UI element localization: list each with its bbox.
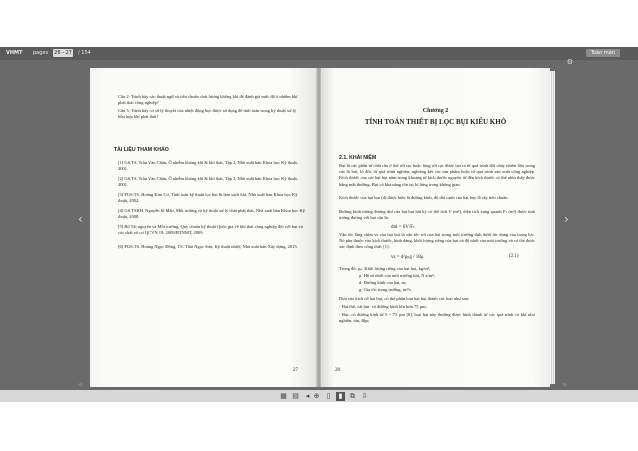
download-icon[interactable]: ⇩ [361,391,368,400]
question-2: Câu 2: Trình bày các thuật ngữ và tiêu chuẩn chất lượng không khí để đánh giá mức độ ô nhiễm khí phát thải công nghiệp? [118,94,298,106]
bottom-toolbar [0,390,638,402]
zoom-in-icon[interactable]: ⊕ [313,391,320,400]
left-page-number: 27 [293,368,298,373]
paragraph: Bụi là các phần tử chất rắn ở thể rời rạc hoặc lòng rời rạc được tạo ra từ quá trình đốt cháy nhiên liệu trong các lò hơi, lò đốt, từ quá trình nghiền, nghiêng kết các sản phẩm hoặc từ quá trình sản xuất công nghiệp. Kích thước của các hạt bụi nằm trong khoảng từ kích thước nguyên tử đến kích thước có thể nhìn thấy được bằng mắt thường. Bụi có khả năng tồn tại lơ lửng trong không gian. [339,163,535,187]
brand-logo[interactable]: VHMT [6,50,23,56]
definition-line: μ: Hệ số nhớt của môi trường khí, N.s/m²; [359,273,435,278]
reference-item: [6] PGS.TS. Hoàng Ngọc Đồng, TS. Thái Ngọc Sơn, Kỹ thuật nhiệt, Nhà xuất bản Xây dựng, 2015. [118,244,298,249]
page-edges [550,71,555,384]
double-page-icon[interactable]: ▮ [336,392,345,401]
left-page [90,68,317,387]
fit-screen-icon[interactable]: ⧉ [350,391,355,400]
paragraph: Vận tốc lắng chìm vs của hạt bụi là vận tốc rơi của hạt trong môi trường tĩnh dưới tác dụng của trọng lực. Nó phụ thuộc vào kích thước, hình dáng, khối lượng riêng của hạt và độ nhớt của môi trường và có thể được xác định theo công thức [1]: [339,232,535,250]
viewer-stage [0,60,638,390]
formula-dtd: dtd = 6V/Fₛ [391,225,415,230]
references-title: TÀI LIỆU THAM KHẢO [114,147,169,153]
list-item: - Bụi: có đường kính từ 5 ÷ 75 μm [6], loại hạt này thường được hình thành từ các quá trình cơ khí như nghiền, tán, đập; [339,312,535,324]
grid-view-icon[interactable]: ▦ [280,391,287,400]
top-toolbar [0,47,638,60]
pages-label: pages [33,50,49,56]
chapter-title: TÍNH TOÁN THIẾT BỊ LỌC BỤI KIỂU KHÔ [364,118,507,126]
paragraph: Đường kính tương đương dtd của hạt bụi bất kỳ có thể tích V (m³), diện tích xung quanh Fₛ (m²) được tính tương đương với hạt cầu là: [339,209,535,221]
reference-item: [1] GS.TS. Trần Văn Chấn, Ô nhiễm không khí & khí thải, Tập 2, Nhà xuất bản Khoa học Kỹ thuật, 2001. [118,160,298,172]
definition-line: d: Đường kính của hạt, m; [359,280,407,285]
right-page-number: 28 [335,368,340,373]
flipbook [90,68,550,387]
reference-item: [2] GS.TS. Trần Văn Chấn, Ô nhiễm không khí & khí thải, Tập 3, Nhà xuất bản Khoa học Kỹ thuật, 2001. [118,176,298,188]
section-heading: 2.1. KHÁI NIỆM [339,155,377,161]
thumbnails-icon[interactable]: ▤ [292,391,299,400]
chapter-number: Chương 2 [422,108,449,114]
definition-line: Trong đó: ρₚ: Khối lượng riêng của hạt bụi, kg/m³; [339,266,431,271]
paragraph: Kích thước của hạt bụi (d) được hiểu là đường kính, độ dài cạnh của hạt hay lỗ rây tiêu chuẩn. [339,195,509,200]
right-page [321,68,550,387]
formula-number: (2.1) [509,254,519,259]
formula-vs: vs = d²ρₚg / 18μ [391,255,424,260]
first-page-icon[interactable]: « [78,380,84,390]
next-page-arrow-icon[interactable]: › [564,212,569,226]
paragraph: Dựa vào kích cỡ hạt bụi, có thể phân loại hạt bụi thành các loại như sau: [339,296,470,301]
fullscreen-button[interactable]: Toàn màn [586,49,620,57]
total-pages: / 154 [78,50,91,56]
reference-item: [3] PGS.TS. Hoàng Kim Cơ, Tính toán kỹ thuật lọc bụi & làm sạch khí, Nhà xuất bản Khoa học Kỹ thuật, 2002. [118,192,298,204]
share-icon[interactable]: ⚙ [566,58,573,66]
page-number-input[interactable]: 26 - 27 [54,50,72,56]
single-page-icon[interactable]: ▯ [326,391,331,400]
definition-line: g: Gia tốc trọng trường, m²/s. [359,287,412,292]
last-page-icon[interactable]: » [562,380,568,390]
reference-item: [5] Bộ Tài nguyên và Môi trường, Quy chuẩn kỹ thuật Quốc gia về khí thải công nghiệp đối với bụi và các chất vô cơ QCVN 19: 2009/BTNMT, 2009. [118,224,303,236]
reference-item: [4] GS.TSKH. Nguyễn Sĩ Mão, Môi trường và kỹ thuật xử lý chất phát thải, Nhà xuất bản Khoa học Kỹ thuật, 2008. [118,208,305,220]
prev-page-arrow-icon[interactable]: ‹ [78,212,83,226]
zoom-out-icon[interactable]: ◂ [305,391,310,400]
question-3: Câu 3: Trình bày cơ sở lý thuyết của nhiệt động học được sử dụng để tính toán trong kỹ thuật xử lý hỗn hợp khí phát thải? [118,108,297,120]
list-item: - Hạt thô, cát bụi: có đường kính lớn hơn 75 μm; [339,304,427,309]
